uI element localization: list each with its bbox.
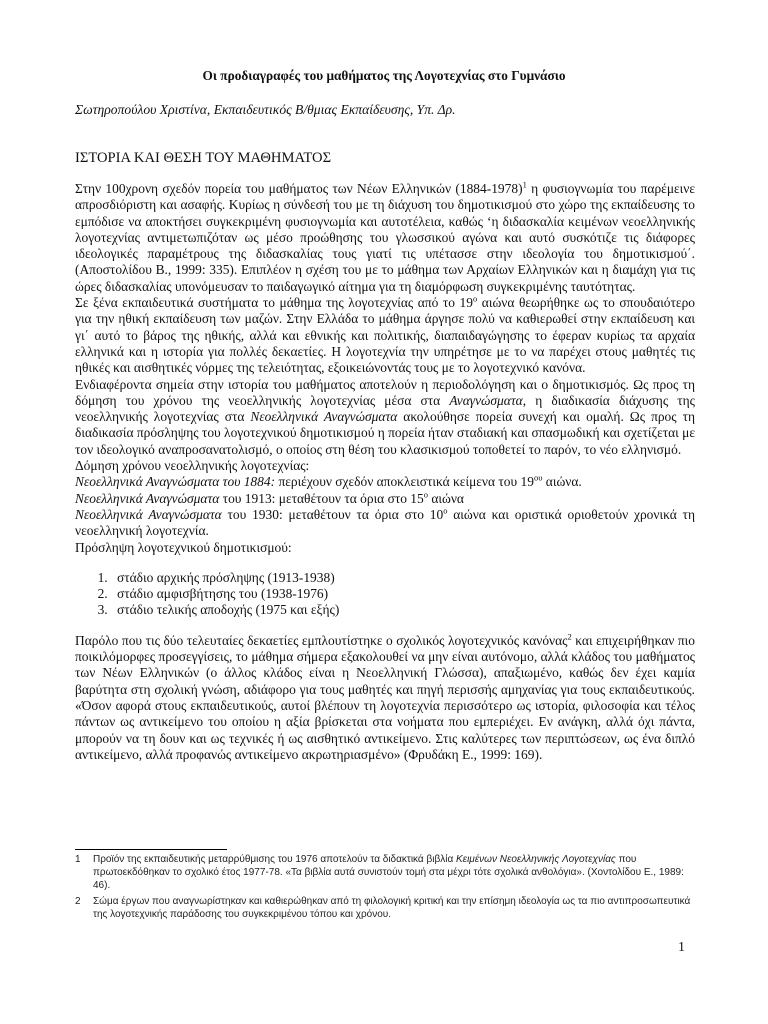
paragraph-4: Δόμηση χρόνου νεοελληνικής λογοτεχνίας: <box>75 458 310 474</box>
list-item: 2. στάδιο αμφισβήτησης του (1938-1976) <box>111 586 695 602</box>
superscript: ο <box>443 505 448 516</box>
paragraph-3 <box>75 377 695 458</box>
text-span: αιώνα <box>428 490 464 506</box>
body-text <box>75 181 695 763</box>
text-span: του 1913: μεταθέτουν τα όρια στο 15 <box>219 490 424 506</box>
paragraph-5 <box>75 474 695 490</box>
text-span: αιώνα. <box>542 474 582 490</box>
footnote-number: 2 <box>75 896 81 907</box>
text-span: Παρόλο που τις δύο τελευταίες δεκαετίες εμπλουτίστηκε ο σχολικός λογοτεχνικός κανόνας <box>75 632 568 648</box>
text-span: Σώμα έργων που αναγνωρίστηκαν και καθιερώθηκαν από τη φιλολογική κριτική και την επίσημη ιδεολογία ως τα πιο αντιπροσωπευτικά της λογοτεχνικής παράδοσης του συγκεκριμένου τόπου και χρόνου. <box>93 896 691 920</box>
footnote-ref-1: 1 <box>522 179 527 190</box>
paragraph-6 <box>75 491 695 507</box>
stages-list <box>75 570 695 619</box>
text-span: , η διαδικασία διάχυσης της νεοελληνικής λογοτεχνίας στα <box>75 392 695 425</box>
text-span: αιώνα και οριστικά οριοθετούν χρονικά τη νεοελληνική λογοτεχνία. <box>75 506 695 539</box>
text-span: που πρωτοεκδόθηκαν το σχολικό έτος 1977-78. «Τα βιβλία αυτά συνιστούν τομή στα μέχρι τότε σχολικά ανθολόγια». (Χοντολίδου Ε., 1989: 46). <box>93 854 684 891</box>
italic-text: Νεοελληνικά Αναγνώσματα <box>250 409 398 425</box>
paragraph-9 <box>75 633 695 763</box>
italic-text: Αναγνώσματα <box>449 392 523 408</box>
document-title: Οι προδιαγραφές του μαθήματος της Λογοτεχνίας στο Γυμνάσιο <box>202 68 566 83</box>
text-span: αιώνα θεωρήθηκε ως το σπουδαιότερο για την ηθική εκπαίδευση των μαζών. Στην Ελλάδα το μάθημα άργησε πολύ να καθιερωθεί στην εκπαίδευση και γι΄ αυτό το βάρος της ηθικής, αλλά και εθνικής και πολιτικής, διαπαιδαγώγησης το έφεραν κυρίως τα αρχαία ελληνικά και η ιστορία για πολλές δεκαετίες. Η λογοτεχνία την υπηρέτησε με το να παρέχει στους μαθητές τις ηθικές και αισθητικές νόρμες της τελειότητας, εξοικειώνοντάς τους με το λογοτεχνικό κανόνα. <box>75 295 695 376</box>
superscript: ο <box>473 293 478 304</box>
italic-text: Νεοελληνικά Αναγνώσματα <box>75 506 222 522</box>
text-span: Ενδιαφέροντα σημεία στην ιστορία του μαθήματος αποτελούν η περιοδολόγηση και ο δημοτικισμός. Ως προς τη δόμηση του χρόνου της νεοελληνικής λογοτεχνίας μέσα στα <box>75 376 695 408</box>
text-span: ακολούθησε πορεία συνεχή και ομαλή. Ως προς τη διαδικασία πρόσληψης του λογοτεχνικού δημοτικισμού η πορεία ήταν σταδιακή και σπασμωδική και σχετίζεται με τον ιδεολογικό αναπροσανατολισμό, ο οποίος στη θέση του κλασικισμού τοποθετεί το παρόν, το νέο ελληνισμό. <box>75 409 695 457</box>
author-line: Σωτηροπούλου Χριστίνα, Εκπαιδευτικός Β/θμιας Εκπαίδευσης, Υπ. Δρ. <box>75 102 456 117</box>
text-span: και επιχειρήθηκαν πιο ποικιλόμορφες προσεγγίσεις, το μάθημα σήμερα εξακολουθεί να μην είναι αυτόνομο, αλλά κλάδος του μαθήματος των Νέων Ελληνικών (ο άλλος κλάδος είναι η Νεοελληνική Γλώσσα), απαξιωμένο, καθώς δεν έχει καμία βαρύτητα στη σχολική γνώση, αδιάφορο για τους μαθητές και πηγή περισσής αμηχανίας για τους εκπαιδευτικούς. «Όσον αφορά στους εκπαιδευτικούς, αυτοί βλέπουν τη λογοτεχνία περισσότερο ως ιστορία, φιλοσοφία και τέλος πάντων ως αντικείμενο του οποίου η αξία βρίσκεται στα νοήματα που εμπεριέχει. Εν ανάγκη, αλλά όχι πάντα, μπορούν να τη δουν και ως τεχνικές ή ως αισθητικό αντικείμενο. Στις καλύτερες των περιπτώσεων, ως ένα διπλό αντικείμενο, αλλά προφανώς αντικείμενο ακρωτηριασμένο» (Φρυδάκη Ε., 1999: 169). <box>75 632 695 762</box>
footnotes <box>75 853 695 924</box>
superscript: ου <box>533 472 543 483</box>
page-number: 1 <box>678 940 685 955</box>
footnote-1 <box>75 853 695 892</box>
footnote-number: 1 <box>75 854 81 865</box>
paragraph-2 <box>75 295 695 376</box>
section-heading: ΙΣΤΟΡΙΑ ΚΑΙ ΘΕΣΗ ΤΟΥ ΜΑΘΗΜΑΤΟΣ <box>75 150 332 166</box>
footnote-divider <box>75 849 227 850</box>
paragraph-8: Πρόσληψη λογοτεχνικού δημοτικισμού: <box>75 539 292 555</box>
text-span: Σε ξένα εκπαιδευτικά συστήματα το μάθημα της λογοτεχνίας από το 19 <box>75 295 473 311</box>
italic-text: Νεοελληνικά Αναγνώσματα <box>75 490 220 506</box>
italic-text: Νεοελληνικά Αναγνώσματα του 1884: <box>75 474 276 490</box>
paragraph-1 <box>75 181 695 295</box>
text-span: του 1930: μεταθέτουν τα όρια στο 10 <box>221 506 444 522</box>
list-item: 1. στάδιο αρχικής πρόσληψης (1913-1938) <box>111 570 695 586</box>
text-span: περιέχουν σχεδόν αποκλειστικά κείμενα του 19 <box>275 474 534 490</box>
text-span: Προϊόν της εκπαιδευτικής μεταρρύθμισης του 1976 αποτελούν τα διδακτικά βιβλία <box>93 854 457 865</box>
text-span: Στην 100χρονη σχεδόν πορεία του μαθήματος των Νέων Ελληνικών (1884-1978) <box>75 181 523 196</box>
italic-text: Κειμένων Νεοελληνικής Λογοτεχνίας <box>456 854 616 865</box>
footnote-ref-2: 2 <box>567 631 572 642</box>
text-span: η φυσιογνωμία του παρέμεινε απροσδιόριστη και ασαφής. Κυρίως η σύνδεσή του με τη διάχυση του δημοτικισμού στο χώρο της εκπαίδευσης το εμπόδισε να αποκτήσει συγκεκριμένη φυσιογνωμία και αυτοτέλεια, καθώς ‘η διδασκαλία κειμένων νεοελληνικής λογοτεχνίας αντιμετωπιζόταν ως μέσο προώθησης του γλωσσικού αγώνα και αυτό συσκότιζε τις διάφορες ιδεολογικές παραμέτρους της διδασκαλίας τους γιατί τις υπέτασσε στην ιδεολογία του δημοτικισμού΄. (Αποστολίδου Β., 1999: 335). Επιπλέον η σχέση του με το μάθημα των Αρχαίων Ελληνικών και η διαμάχη για τις ώρες διδασκαλίας υπονόμευσαν το παιδαγωγικό αίτημα για τη διαμόρφωση συγκεκριμένης ταυτότητας. <box>75 181 696 294</box>
paragraph-7 <box>75 507 695 540</box>
superscript: ο <box>423 489 428 500</box>
list-item: 3. στάδιο τελικής αποδοχής (1975 και εξής) <box>111 602 695 618</box>
footnote-2 <box>75 895 695 921</box>
